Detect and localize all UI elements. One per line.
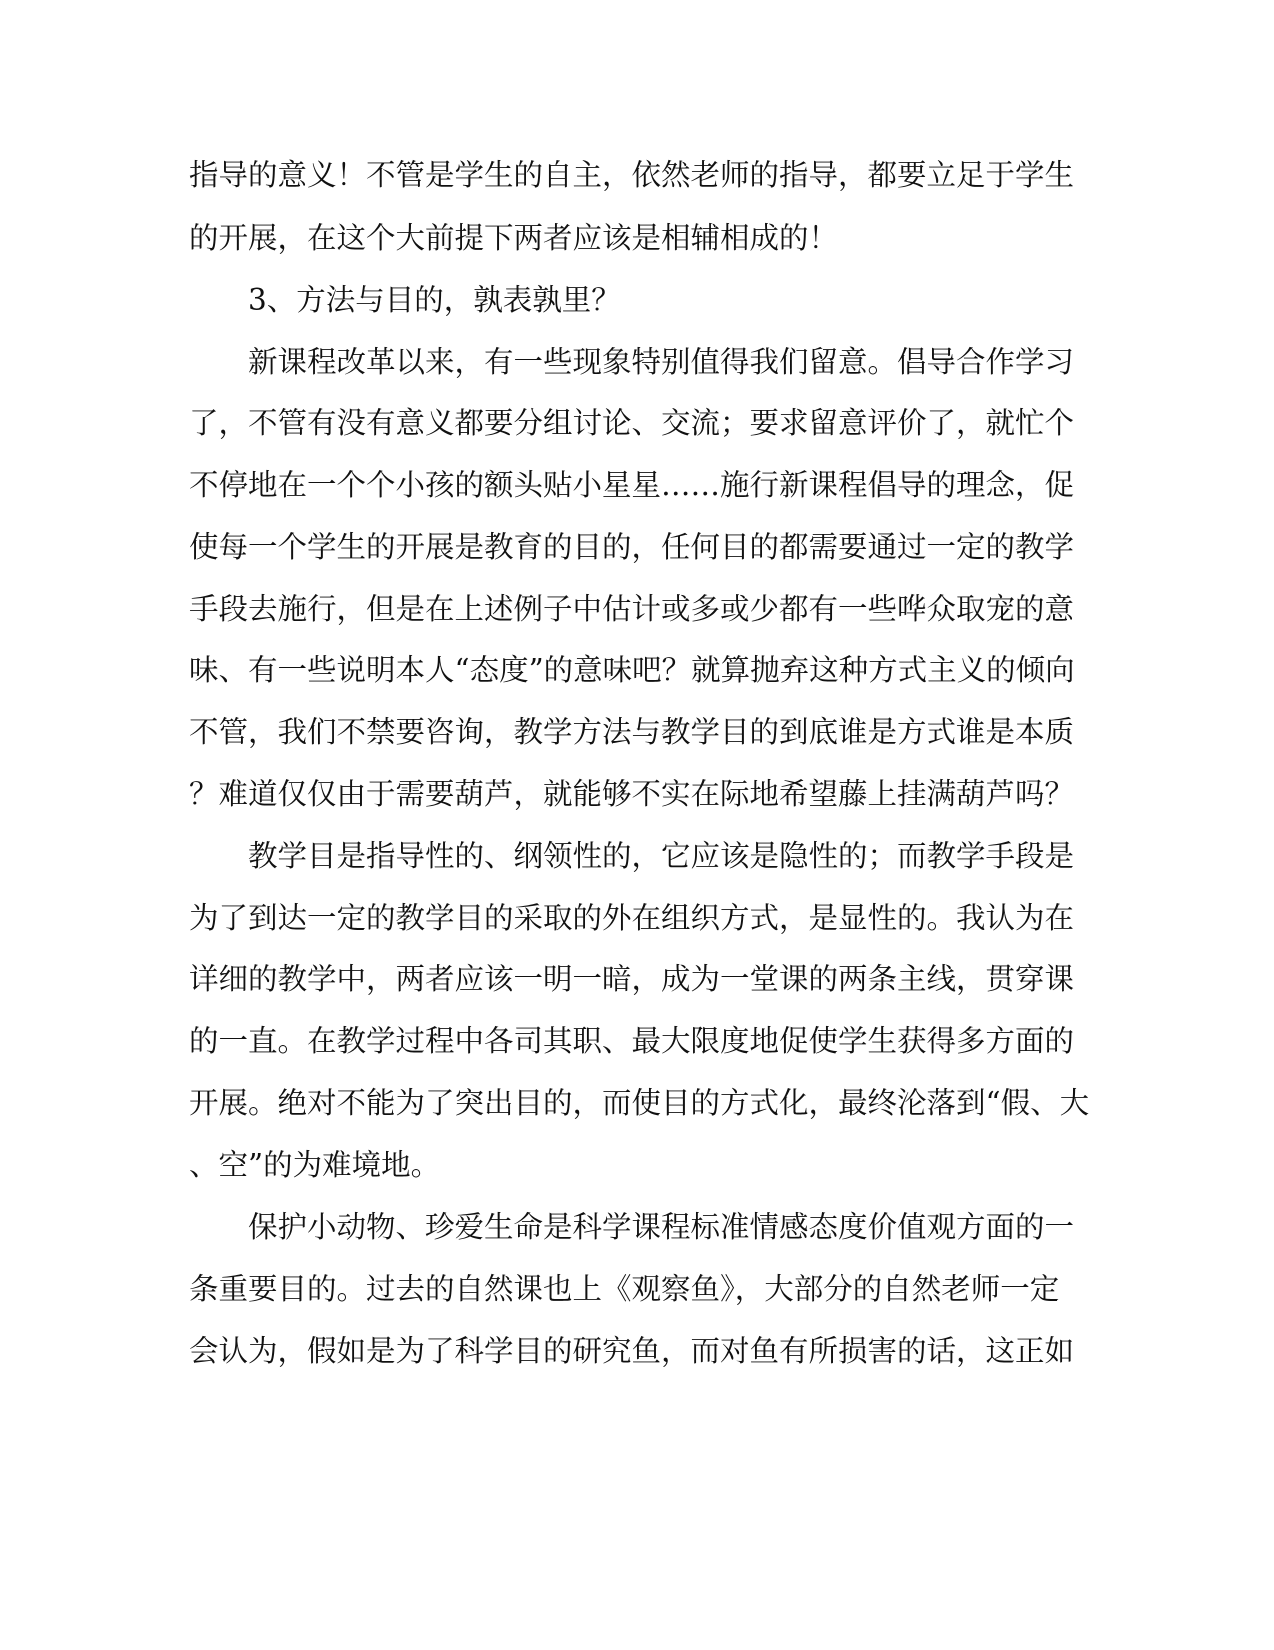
text-line: 不停地在一个个小孩的额头贴小星星……施行新课程倡导的理念，促 [189,468,1075,502]
text-line: 、空”的为难境地。 [189,1148,441,1182]
text-line: 了，不管有没有意义都要分组讨论、交流；要求留意评价了，就忙个 [189,406,1075,440]
text-line: 条重要目的。过去的自然课也上《观察鱼》，大部分的自然老师一定 [189,1272,1060,1306]
text-line: 开展。绝对不能为了突出目的，而使目的方式化，最终沦落到“假、大 [189,1086,1090,1120]
text-line: 指导的意义！不管是学生的自主，依然老师的指导，都要立足于学生 [189,158,1075,192]
text-line: 味、有一些说明本人“态度”的意味吧？就算抛弃这种方式主义的倾向 [189,653,1075,687]
text-line: 详细的教学中，两者应该一明一暗，成为一堂课的两条主线，贯穿课 [189,962,1075,996]
text-line: 手段去施行，但是在上述例子中估计或多或少都有一些哗众取宠的意 [189,592,1075,626]
text-line: 使每一个学生的开展是教育的目的，任何目的都需要通过一定的教学 [189,530,1075,564]
text-line: 的一直。在教学过程中各司其职、最大限度地促使学生获得多方面的 [189,1024,1075,1058]
text-line: 不管，我们不禁要咨询，教学方法与教学目的到底谁是方式谁是本质 [189,715,1075,749]
text-line: 新课程改革以来，有一些现象特别值得我们留意。倡导合作学习 [248,345,1075,379]
text-line: 会认为，假如是为了科学目的研究鱼，而对鱼有所损害的话，这正如 [189,1334,1075,1368]
text-line: 的开展，在这个大前提下两者应该是相辅相成的！ [189,221,839,255]
text-line: 为了到达一定的教学目的采取的外在组织方式，是显性的。我认为在 [189,901,1075,935]
text-line: 保护小动物、珍爱生命是科学课程标准情感态度价值观方面的一 [248,1210,1075,1244]
text-line: 教学目是指导性的、纲领性的，它应该是隐性的；而教学手段是 [248,839,1075,873]
text-line: ？难道仅仅由于需要葫芦，就能够不实在际地希望藤上挂满葫芦吗？ [189,777,1075,811]
section-heading: 3、方法与目的，孰表孰里？ [248,283,621,317]
